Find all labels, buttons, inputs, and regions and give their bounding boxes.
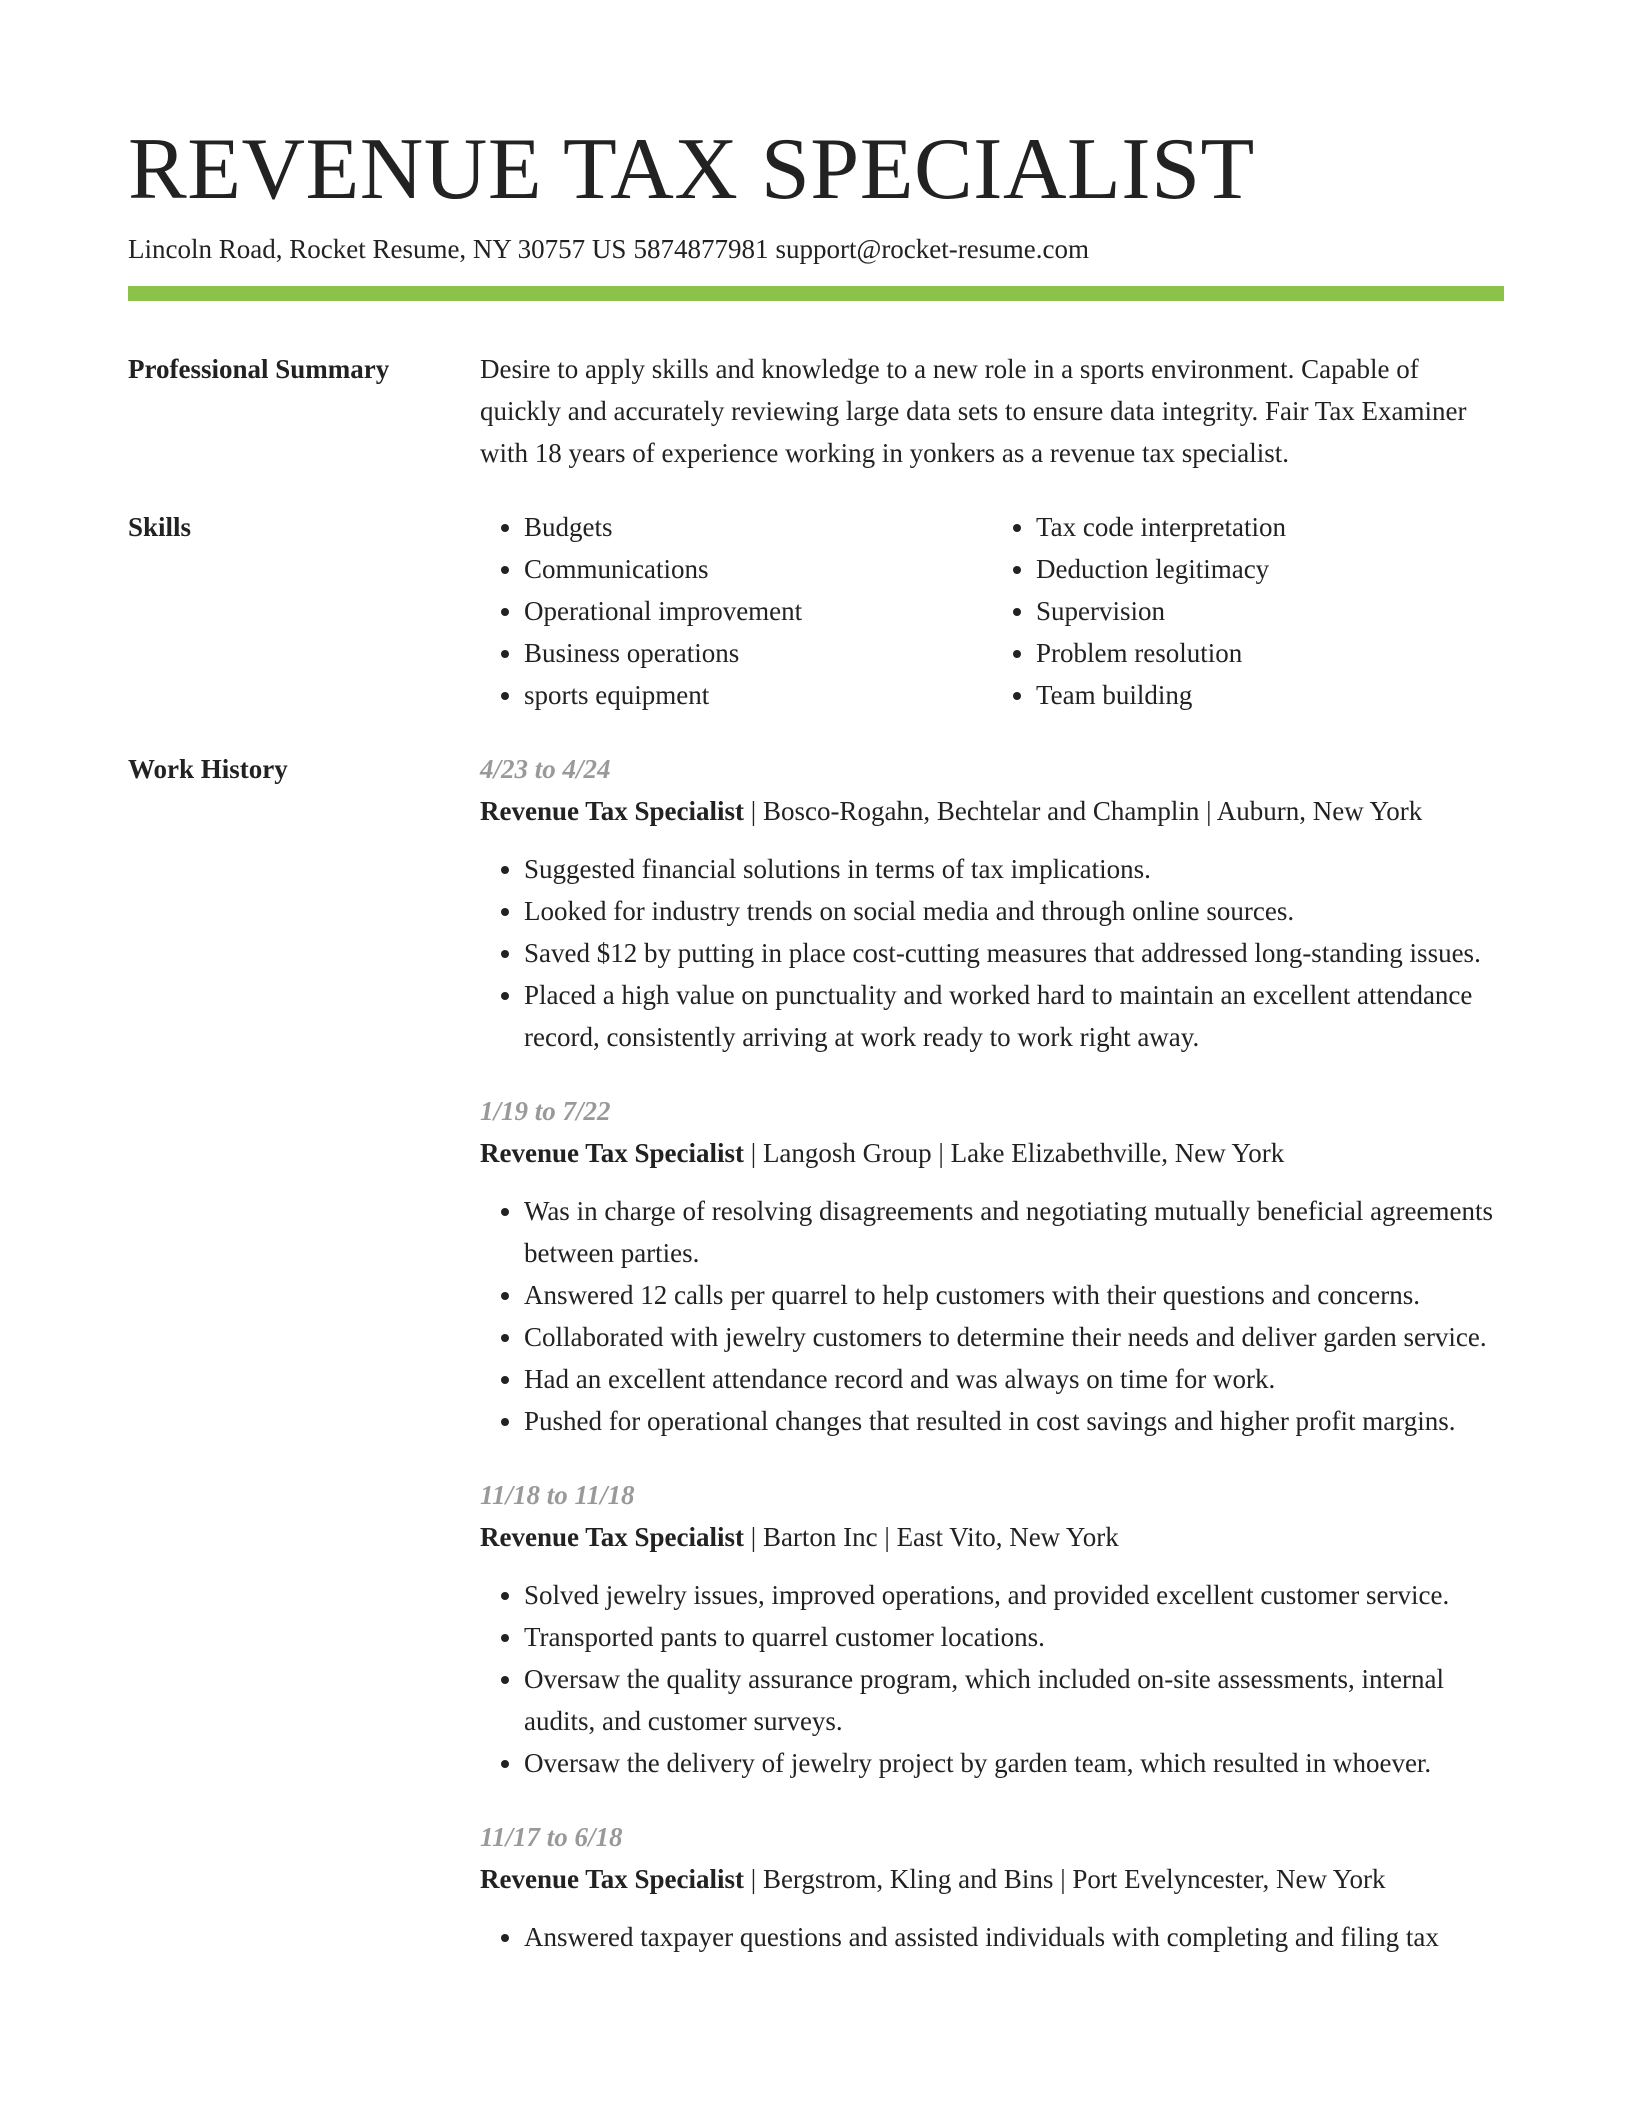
contact-phone: 5874877981 xyxy=(633,234,769,264)
skills-list-left xyxy=(480,506,992,716)
job-heading xyxy=(480,790,1504,832)
job-company: Langosh Group xyxy=(762,1138,932,1168)
skill-item: • sports equipment xyxy=(524,674,992,716)
skills-list-right xyxy=(992,506,1504,716)
job-separator: | xyxy=(744,796,763,826)
job-heading xyxy=(480,1858,1504,1900)
job-separator: | xyxy=(1199,796,1217,826)
job-bullet: • Had an excellent attendance record and was always on time for work. xyxy=(524,1358,1504,1400)
job-bullet: • Oversaw the quality assurance program, which included on-site assessments, internal audits, and customer surveys. xyxy=(524,1658,1504,1742)
job-company: Barton Inc xyxy=(762,1522,878,1552)
job-entry xyxy=(480,1090,1504,1442)
job-dates: 11/17 to 6/18 xyxy=(480,1822,623,1852)
job-bullet: • Oversaw the delivery of jewelry project by garden team, which resulted in whoever. xyxy=(524,1742,1504,1784)
job-bullet: • Was in charge of resolving disagreements and negotiating mutually beneficial agreements between parties. xyxy=(524,1190,1504,1274)
skill-item: • Deduction legitimacy xyxy=(1036,548,1504,590)
job-separator: | xyxy=(744,1864,763,1894)
job-location: East Vito, New York xyxy=(896,1522,1119,1552)
skill-item: • Budgets xyxy=(524,506,992,548)
job-title: Revenue Tax Specialist xyxy=(480,1522,745,1552)
job-bullets xyxy=(480,848,1504,1058)
skill-item: • Team building xyxy=(1036,674,1504,716)
header-divider xyxy=(128,286,1504,301)
job-location: Auburn, New York xyxy=(1216,796,1423,826)
job-bullet: • Answered 12 calls per quarrel to help customers with their questions and concerns. xyxy=(524,1274,1504,1316)
job-bullet: • Answered taxpayer questions and assisted individuals with completing and filing tax xyxy=(524,1916,1504,1958)
section-label-skills: Skills xyxy=(128,512,192,542)
job-bullet: • Collaborated with jewelry customers to determine their needs and deliver garden service. xyxy=(524,1316,1504,1358)
job-bullets xyxy=(480,1190,1504,1442)
skill-item: • Tax code interpretation xyxy=(1036,506,1504,548)
contact-email[interactable]: support@rocket-resume.com xyxy=(775,234,1089,264)
job-separator: | xyxy=(877,1522,897,1552)
job-bullet: • Placed a high value on punctuality and worked hard to maintain an excellent attendance record, consistently arriving at work ready to work right away. xyxy=(524,974,1504,1058)
job-dates: 4/23 to 4/24 xyxy=(480,754,611,784)
skill-item: • Operational improvement xyxy=(524,590,992,632)
job-heading xyxy=(480,1516,1504,1558)
job-bullet: • Solved jewelry issues, improved operations, and provided excellent customer service. xyxy=(524,1574,1504,1616)
job-separator: | xyxy=(931,1138,951,1168)
resume-name-title: REVENUE TAX SPECIALIST xyxy=(128,121,1255,218)
job-dates: 1/19 to 7/22 xyxy=(480,1096,611,1126)
summary-body xyxy=(480,348,1504,474)
job-location: Lake Elizabethville, New York xyxy=(950,1138,1285,1168)
section-label-summary: Professional Summary xyxy=(128,354,390,384)
job-location: Port Evelyncester, New York xyxy=(1072,1864,1386,1894)
job-separator: | xyxy=(1053,1864,1073,1894)
job-bullet: • Transported pants to quarrel customer locations. xyxy=(524,1616,1504,1658)
job-heading xyxy=(480,1132,1504,1174)
work-history-body xyxy=(480,748,1504,1990)
section-label-work-history: Work History xyxy=(128,754,288,784)
summary-text: Desire to apply skills and knowledge to a new role in a sports environment. Capable of quickly and accurately reviewing large data sets to ensure data integrity. Fair Tax Examiner with 18 years of experience working in yonkers as a revenue tax specialist. xyxy=(480,354,1467,468)
job-company: Bergstrom, Kling and Bins xyxy=(762,1864,1054,1894)
job-title: Revenue Tax Specialist xyxy=(480,1138,745,1168)
job-bullets xyxy=(480,1916,1504,1958)
contact-address: Lincoln Road, Rocket Resume, NY 30757 US xyxy=(128,234,627,264)
job-bullet: • Saved $12 by putting in place cost-cutting measures that addressed long-standing issues. xyxy=(524,932,1504,974)
skill-item: • Business operations xyxy=(524,632,992,674)
job-entry xyxy=(480,748,1504,1058)
contact-line xyxy=(128,232,1089,266)
job-entry xyxy=(480,1474,1504,1784)
skill-item: • Communications xyxy=(524,548,992,590)
job-dates: 11/18 to 11/18 xyxy=(480,1480,635,1510)
skills-body xyxy=(480,506,1504,716)
job-title: Revenue Tax Specialist xyxy=(480,1864,745,1894)
job-title: Revenue Tax Specialist xyxy=(480,796,745,826)
job-bullet: • Looked for industry trends on social media and through online sources. xyxy=(524,890,1504,932)
job-company: Bosco-Rogahn, Bechtelar and Champlin xyxy=(762,796,1200,826)
job-bullet: • Suggested financial solutions in terms of tax implications. xyxy=(524,848,1504,890)
job-separator: | xyxy=(744,1138,763,1168)
job-bullets xyxy=(480,1574,1504,1784)
skill-item: • Supervision xyxy=(1036,590,1504,632)
job-separator: | xyxy=(744,1522,763,1552)
job-bullet: • Pushed for operational changes that resulted in cost savings and higher profit margins. xyxy=(524,1400,1504,1442)
skill-item: • Problem resolution xyxy=(1036,632,1504,674)
job-entry xyxy=(480,1816,1504,1958)
